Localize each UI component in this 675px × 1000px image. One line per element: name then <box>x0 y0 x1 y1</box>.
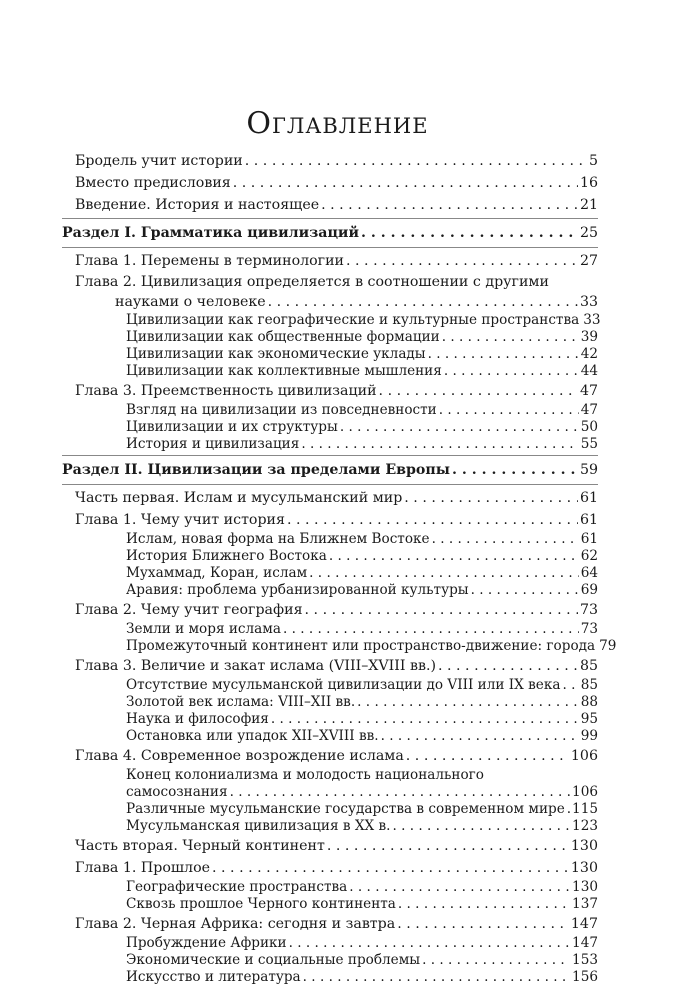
toc-entry-label: Наука и философия <box>126 711 269 727</box>
toc-entry-page: 85 <box>579 658 598 674</box>
toc-entry-page: 79 <box>599 638 617 654</box>
toc-subentry[interactable] <box>62 728 598 745</box>
toc-entry-page: 39 <box>580 329 598 345</box>
toc-entry[interactable] <box>62 150 598 172</box>
toc-entry-label: Раздел II. Цивилизации за пределами Европы <box>62 462 450 478</box>
divider <box>62 484 598 485</box>
toc-subentry[interactable] <box>62 677 598 694</box>
leader-dots <box>397 913 569 935</box>
leader-dots <box>346 250 578 272</box>
toc-entry-label: Цивилизации как коллективные мышления <box>126 363 442 379</box>
leader-dots <box>438 655 578 677</box>
toc-entry-label: Взгляд на цивилизации из повседневности <box>126 402 437 418</box>
toc-subentry[interactable] <box>62 621 598 638</box>
toc-entry-page: 73 <box>579 602 598 618</box>
toc-subentry[interactable] <box>62 312 601 329</box>
toc-entry-label: Пробуждение Африки <box>126 935 287 951</box>
toc-entry-label: Географические пространства <box>126 879 348 895</box>
toc-section[interactable] <box>62 458 598 482</box>
toc-subentry[interactable] <box>62 436 598 453</box>
divider <box>62 218 598 219</box>
leader-dots <box>271 711 579 728</box>
toc-subentry[interactable] <box>62 582 598 599</box>
toc-entry-page: 50 <box>580 419 598 435</box>
toc-subentry[interactable] <box>62 969 598 986</box>
toc-entry-label: Цивилизации как общественные формации <box>126 329 440 345</box>
toc-entry-page: 85 <box>580 677 598 693</box>
toc-subentry[interactable] <box>62 346 598 363</box>
toc-entry-page: 130 <box>572 879 598 895</box>
toc-entry-label: Аравия: проблема урбанизированной культуры <box>126 582 469 598</box>
toc-subentry[interactable] <box>62 818 598 835</box>
toc-entry[interactable] <box>62 745 598 767</box>
leader-dots <box>283 621 579 638</box>
toc-entry-label: Различные мусульманские государства в современном мире <box>126 801 565 817</box>
toc-entry-label: Глава 2. Чему учит география <box>75 602 303 618</box>
toc-entry[interactable] <box>62 250 598 272</box>
leader-dots <box>357 694 579 711</box>
toc-entry[interactable] <box>62 655 598 677</box>
toc-entry-page: 130 <box>570 860 598 876</box>
toc-entry-page: 69 <box>580 582 598 598</box>
toc-entry-page: 115 <box>572 801 598 817</box>
toc-entry-label: Глава 1. Прошлое <box>75 860 211 876</box>
toc-subentry[interactable] <box>62 363 598 380</box>
toc-subentry[interactable] <box>62 419 598 436</box>
leader-dots <box>230 784 570 801</box>
toc-entry-page: 59 <box>579 462 598 478</box>
toc-entry-page: 147 <box>570 916 598 932</box>
toc-entry-label: Цивилизации и их структуры <box>126 419 338 435</box>
leader-dots <box>428 346 579 363</box>
leader-dots <box>305 599 578 621</box>
toc-entry-label: Цивилизации как экономические уклады <box>126 346 426 362</box>
leader-dots <box>444 363 579 380</box>
toc-entry-label: Вместо предисловия <box>75 175 231 191</box>
toc-entry-page: 55 <box>580 436 598 452</box>
toc-subentry[interactable] <box>62 402 598 419</box>
toc-entry-page: 44 <box>580 363 598 379</box>
toc-subentry[interactable] <box>62 694 598 711</box>
toc-entry[interactable] <box>62 599 598 621</box>
toc-entry-page: 123 <box>572 818 598 834</box>
divider <box>62 247 598 248</box>
toc-section[interactable] <box>62 221 598 245</box>
leader-dots <box>439 402 579 419</box>
toc-entry-label: Остановка или упадок XII–XVIII вв. <box>126 728 379 744</box>
toc-entry[interactable] <box>62 857 598 879</box>
toc-entry-page: 33 <box>583 312 601 328</box>
toc-subentry[interactable] <box>62 952 598 969</box>
toc-entry-label: Глава 3. Величие и закат ислама (VIII–XVIII вв.) <box>75 658 436 674</box>
toc-entry-label: Сквозь прошлое Черного континента <box>126 896 396 912</box>
leader-dots <box>361 221 578 245</box>
toc-entry-label: Земли и моря ислама <box>126 621 281 637</box>
toc-subentry[interactable] <box>62 329 598 346</box>
toc-entry-page: 33 <box>579 294 598 310</box>
toc-entry-label: Введение. История и настоящее <box>75 197 320 213</box>
leader-dots <box>398 896 570 913</box>
toc-entry-label: Часть вторая. Черный континент <box>75 838 325 854</box>
toc-subentry[interactable] <box>62 548 598 565</box>
toc-entry-page: 106 <box>572 784 598 800</box>
toc-entry-label: Промежуточный континент или пространство-движение: города <box>126 638 596 654</box>
toc-entry-page: 5 <box>588 153 598 169</box>
leader-dots <box>245 150 587 172</box>
toc-entry-label: Бродель учит истории <box>75 153 243 169</box>
toc-entry-label: Мухаммад, Коран, ислам <box>126 565 308 581</box>
toc-subentry[interactable] <box>62 801 598 818</box>
toc-subentry[interactable] <box>62 896 598 913</box>
leader-dots <box>309 565 579 582</box>
toc-entry[interactable] <box>62 835 598 857</box>
leader-dots <box>329 548 579 565</box>
toc-subentry[interactable] <box>62 879 598 896</box>
toc-entry-label: Глава 2. Цивилизация определяется в соотношении с другими <box>75 274 549 290</box>
leader-dots <box>442 329 579 346</box>
leader-dots <box>404 487 578 509</box>
leader-dots <box>432 531 579 548</box>
leader-dots <box>289 935 570 952</box>
toc-entry-page: 21 <box>579 197 598 213</box>
toc-entry-label: Глава 2. Черная Африка: сегодня и завтра <box>75 916 396 932</box>
toc-entry-page: 99 <box>580 728 598 744</box>
toc-entry-page: 16 <box>579 175 598 191</box>
toc-entry-page: 73 <box>580 621 598 637</box>
toc-entry-page: 147 <box>572 935 598 951</box>
leader-dots <box>379 380 578 402</box>
toc-subentry[interactable] <box>62 638 617 655</box>
toc-entry-page: 61 <box>579 512 598 528</box>
toc-entry-label: История Ближнего Востока <box>126 548 327 564</box>
toc-subentry[interactable] <box>62 711 598 728</box>
toc-entry-page: 137 <box>572 896 598 912</box>
toc-entry-page: 62 <box>580 548 598 564</box>
toc-entry-page: 61 <box>579 490 598 506</box>
toc-subentry[interactable] <box>62 935 598 952</box>
toc-entry-page: 106 <box>570 748 598 764</box>
leader-dots <box>301 436 578 453</box>
leader-dots <box>471 582 579 599</box>
toc-subentry[interactable] <box>62 565 598 582</box>
leader-dots <box>212 857 569 879</box>
leader-dots <box>233 172 578 194</box>
toc-entry-page: 64 <box>580 565 598 581</box>
toc-entry-label: Золотой век ислама: VIII–XII вв. <box>126 694 356 710</box>
toc-entry-label: Конец колониализма и молодость национального <box>126 767 484 783</box>
toc-entry-label: Искусство и литература <box>126 969 301 985</box>
toc-entry-page: 27 <box>579 253 598 269</box>
leader-dots <box>392 818 570 835</box>
toc-entry-label: Цивилизации как географические и культурные пространства <box>126 312 580 328</box>
toc-entry-label: Глава 4. Современное возрождение ислама <box>75 748 404 764</box>
table-of-contents <box>62 150 617 986</box>
leader-dots <box>327 835 569 857</box>
toc-entry-label-continued: науками о человеке <box>115 294 266 310</box>
leader-dots <box>340 419 579 436</box>
toc-entry-page: 47 <box>580 402 598 418</box>
leader-dots <box>287 509 578 531</box>
toc-entry-label-continued: самосознания <box>126 784 228 800</box>
toc-entry-label: Отсутствие мусульманской цивилизации до VIII или IX века <box>126 677 561 693</box>
page-title: Оглавление <box>246 106 429 141</box>
leader-dots <box>321 194 578 216</box>
toc-entry-page: 153 <box>572 952 598 968</box>
leader-dots <box>303 969 570 986</box>
leader-dots <box>268 292 578 312</box>
toc-entry-page: 130 <box>570 838 598 854</box>
toc-entry-label: Экономические и социальные проблемы <box>126 952 421 968</box>
toc-entry-page: 88 <box>580 694 598 710</box>
toc-entry-page: 156 <box>572 969 598 985</box>
toc-entry-label: Ислам, новая форма на Ближнем Востоке <box>126 531 430 547</box>
toc-entry-label: Глава 1. Чему учит история <box>75 512 285 528</box>
toc-entry-label: Глава 1. Перемены в терминологии <box>75 253 345 269</box>
toc-entry-page: 47 <box>579 383 598 399</box>
toc-entry[interactable] <box>62 487 598 509</box>
toc-entry[interactable] <box>62 172 598 194</box>
toc-entry-label: Глава 3. Преемственность цивилизаций <box>75 383 377 399</box>
toc-entry-page: 42 <box>580 346 598 362</box>
leader-dots <box>406 745 569 767</box>
leader-dots <box>452 458 578 482</box>
toc-entry[interactable] <box>62 380 598 402</box>
leader-dots <box>381 728 579 745</box>
toc-entry-label: Часть первая. Ислам и мусульманский мир <box>75 490 403 506</box>
toc-entry-label: Мусульманская цивилизация в XX в. <box>126 818 391 834</box>
toc-entry[interactable] <box>62 194 598 216</box>
toc-entry[interactable] <box>62 509 598 531</box>
toc-entry-page: 61 <box>580 531 598 547</box>
toc-entry-page: 25 <box>579 225 598 241</box>
toc-entry[interactable] <box>62 272 598 312</box>
toc-entry[interactable] <box>62 913 598 935</box>
toc-entry-label: Раздел I. Грамматика цивилизаций <box>62 225 359 241</box>
toc-subentry[interactable] <box>62 767 598 801</box>
toc-entry-page: 95 <box>580 711 598 727</box>
leader-dots <box>349 879 570 896</box>
toc-entry-label: История и цивилизация <box>126 436 300 452</box>
leader-dots <box>562 677 578 694</box>
toc-subentry[interactable] <box>62 531 598 548</box>
leader-dots <box>422 952 570 969</box>
divider <box>62 455 598 456</box>
leader-dots <box>567 801 570 818</box>
